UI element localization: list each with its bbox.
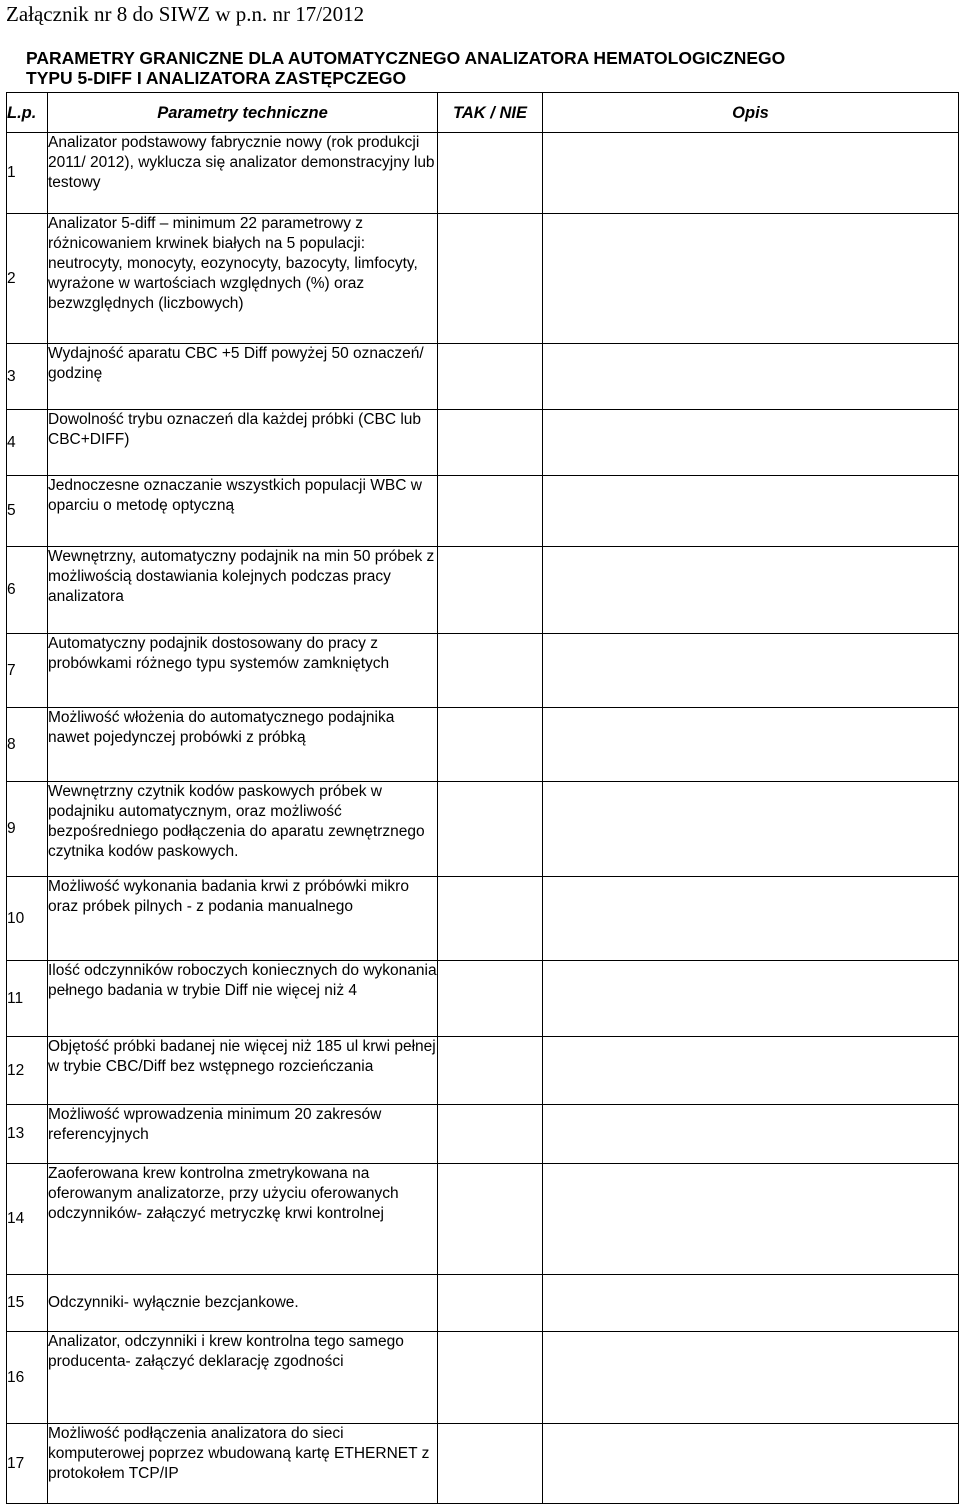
header-opis: Opis bbox=[543, 93, 959, 133]
table-row bbox=[7, 1332, 959, 1424]
opis-cell[interactable] bbox=[543, 547, 959, 634]
tak-nie-cell[interactable] bbox=[438, 214, 543, 344]
parameters-table bbox=[6, 92, 959, 1504]
row-parameter: Dowolność trybu oznaczeń dla każdej próbki (CBC lub CBC+DIFF) bbox=[48, 410, 438, 476]
header-lp: L.p. bbox=[7, 93, 48, 133]
row-number: 13 bbox=[7, 1105, 48, 1164]
table-row bbox=[7, 1037, 959, 1105]
row-number: 15 bbox=[7, 1275, 48, 1332]
table-row bbox=[7, 1105, 959, 1164]
row-parameter: Automatyczny podajnik dostosowany do pracy z probówkami różnego typu systemów zamkniętych bbox=[48, 634, 438, 708]
table-row bbox=[7, 410, 959, 476]
header-parameters: Parametry techniczne bbox=[48, 93, 438, 133]
table-row bbox=[7, 708, 959, 782]
opis-cell[interactable] bbox=[543, 410, 959, 476]
row-number: 4 bbox=[7, 410, 48, 476]
tak-nie-cell[interactable] bbox=[438, 634, 543, 708]
row-number: 12 bbox=[7, 1037, 48, 1105]
opis-cell[interactable] bbox=[543, 1332, 959, 1424]
title-line-2: TYPU 5-DIFF I ANALIZATORA ZASTĘPCZEGO bbox=[26, 68, 407, 88]
table-row bbox=[7, 1275, 959, 1332]
row-parameter: Ilość odczynników roboczych koniecznych do wykonania pełnego badania w trybie Diff nie więcej niż 4 bbox=[48, 961, 438, 1037]
row-parameter: Analizator, odczynniki i krew kontrolna tego samego producenta- załączyć deklarację zgodności bbox=[48, 1332, 438, 1424]
tak-nie-cell[interactable] bbox=[438, 1424, 543, 1504]
opis-cell[interactable] bbox=[543, 1037, 959, 1105]
opis-cell[interactable] bbox=[543, 1105, 959, 1164]
tak-nie-cell[interactable] bbox=[438, 547, 543, 634]
tak-nie-cell[interactable] bbox=[438, 1105, 543, 1164]
opis-cell[interactable] bbox=[543, 133, 959, 214]
opis-cell[interactable] bbox=[543, 1424, 959, 1504]
table-row bbox=[7, 476, 959, 547]
row-parameter: Odczynniki- wyłącznie bezcjankowe. bbox=[48, 1275, 438, 1332]
row-number: 10 bbox=[7, 877, 48, 961]
opis-cell[interactable] bbox=[543, 1164, 959, 1275]
row-number: 14 bbox=[7, 1164, 48, 1275]
row-parameter: Możliwość wprowadzenia minimum 20 zakresów referencyjnych bbox=[48, 1105, 438, 1164]
row-number: 16 bbox=[7, 1332, 48, 1424]
row-number: 3 bbox=[7, 344, 48, 410]
table-header-row bbox=[7, 93, 959, 133]
opis-cell[interactable] bbox=[543, 1275, 959, 1332]
table-row bbox=[7, 1424, 959, 1504]
tak-nie-cell[interactable] bbox=[438, 961, 543, 1037]
row-parameter: Możliwość wykonania badania krwi z próbówki mikro oraz próbek pilnych - z podania manualnego bbox=[48, 877, 438, 961]
title-line-1: PARAMETRY GRANICZNE DLA AUTOMATYCZNEGO ANALIZATORA HEMATOLOGICZNEGO bbox=[26, 48, 786, 68]
row-parameter: Analizator 5-diff – minimum 22 parametrowy z różnicowaniem krwinek białych na 5 populacji: neutrocyty, monocyty, eozynocyty, bazocyty, limfocyty, wyrażone w wartościach względnych (%) oraz bezwzględnych (liczbowych) bbox=[48, 214, 438, 344]
row-number: 17 bbox=[7, 1424, 48, 1504]
document-title bbox=[26, 48, 785, 88]
row-number: 2 bbox=[7, 214, 48, 344]
document-header-line: Załącznik nr 8 do SIWZ w p.n. nr 17/2012 bbox=[6, 2, 365, 26]
tak-nie-cell[interactable] bbox=[438, 708, 543, 782]
opis-cell[interactable] bbox=[543, 634, 959, 708]
row-parameter: Możliwość podłączenia analizatora do sieci komputerowej poprzez wbudowaną kartę ETHERNET z protokołem TCP/IP bbox=[48, 1424, 438, 1504]
tak-nie-cell[interactable] bbox=[438, 877, 543, 961]
row-number: 1 bbox=[7, 133, 48, 214]
row-parameter: Wewnętrzny, automatyczny podajnik na min 50 próbek z możliwością dostawiania kolejnych podczas pracy analizatora bbox=[48, 547, 438, 634]
opis-cell[interactable] bbox=[543, 476, 959, 547]
table-row bbox=[7, 344, 959, 410]
table-row bbox=[7, 214, 959, 344]
row-number: 9 bbox=[7, 782, 48, 877]
opis-cell[interactable] bbox=[543, 877, 959, 961]
row-parameter: Jednoczesne oznaczanie wszystkich populacji WBC w oparciu o metodę optyczną bbox=[48, 476, 438, 547]
row-number: 11 bbox=[7, 961, 48, 1037]
tak-nie-cell[interactable] bbox=[438, 1164, 543, 1275]
table-row bbox=[7, 782, 959, 877]
tak-nie-cell[interactable] bbox=[438, 1332, 543, 1424]
row-parameter: Możliwość włożenia do automatycznego podajnika nawet pojedynczej probówki z próbką bbox=[48, 708, 438, 782]
table-row bbox=[7, 547, 959, 634]
header-tak-nie: TAK / NIE bbox=[438, 93, 543, 133]
table-row bbox=[7, 961, 959, 1037]
tak-nie-cell[interactable] bbox=[438, 410, 543, 476]
opis-cell[interactable] bbox=[543, 344, 959, 410]
opis-cell[interactable] bbox=[543, 961, 959, 1037]
tak-nie-cell[interactable] bbox=[438, 782, 543, 877]
table-row bbox=[7, 1164, 959, 1275]
row-number: 7 bbox=[7, 634, 48, 708]
table-row bbox=[7, 877, 959, 961]
row-number: 5 bbox=[7, 476, 48, 547]
opis-cell[interactable] bbox=[543, 214, 959, 344]
row-number: 8 bbox=[7, 708, 48, 782]
tak-nie-cell[interactable] bbox=[438, 1037, 543, 1105]
row-parameter: Zaoferowana krew kontrolna zmetrykowana na oferowanym analizatorze, przy użyciu oferowanych odczynników- załączyć metryczkę krwi kontrolnej bbox=[48, 1164, 438, 1275]
row-parameter: Wewnętrzny czytnik kodów paskowych próbek w podajniku automatycznym, oraz możliwość bezpośredniego podłączenia do aparatu zewnętrznego czytnika kodów paskowych. bbox=[48, 782, 438, 877]
opis-cell[interactable] bbox=[543, 782, 959, 877]
tak-nie-cell[interactable] bbox=[438, 1275, 543, 1332]
tak-nie-cell[interactable] bbox=[438, 133, 543, 214]
table-row bbox=[7, 133, 959, 214]
opis-cell[interactable] bbox=[543, 708, 959, 782]
row-number: 6 bbox=[7, 547, 48, 634]
tak-nie-cell[interactable] bbox=[438, 476, 543, 547]
tak-nie-cell[interactable] bbox=[438, 344, 543, 410]
row-parameter: Analizator podstawowy fabrycznie nowy (rok produkcji 2011/ 2012), wyklucza się analizator demonstracyjny lub testowy bbox=[48, 133, 438, 214]
row-parameter: Wydajność aparatu CBC +5 Diff powyżej 50 oznaczeń/ godzinę bbox=[48, 344, 438, 410]
row-parameter: Objętość próbki badanej nie więcej niż 185 ul krwi pełnej w trybie CBC/Diff bez wstępnego rozcieńczania bbox=[48, 1037, 438, 1105]
table-row bbox=[7, 634, 959, 708]
